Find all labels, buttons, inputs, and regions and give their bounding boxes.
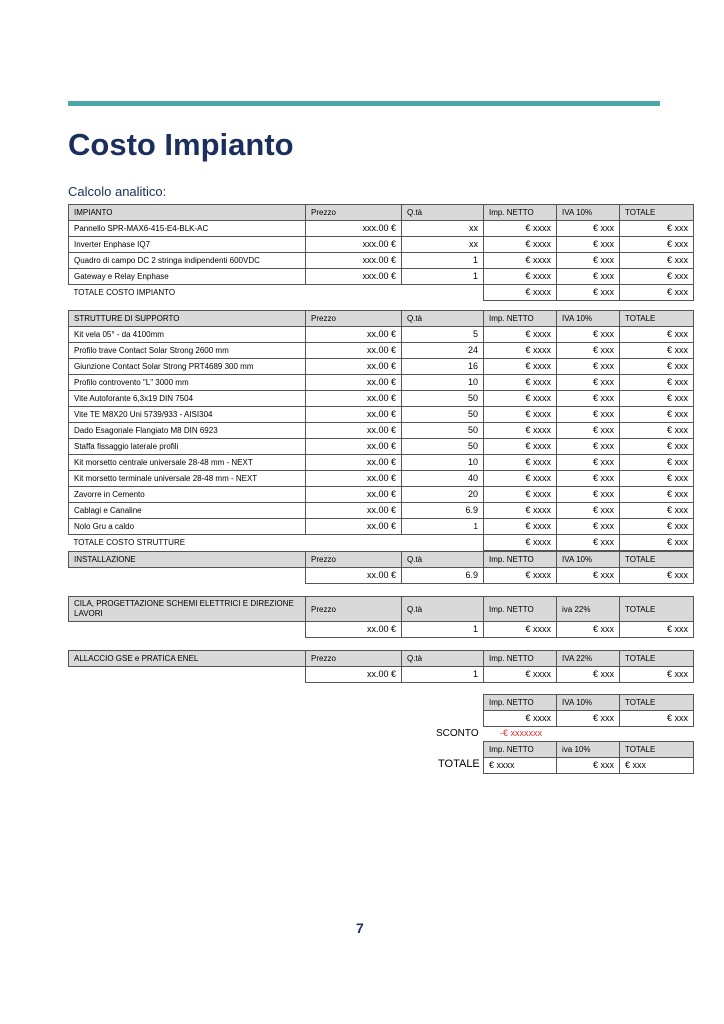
item-description: Pannello SPR-MAX6-415-E4-BLK-AC (69, 221, 306, 237)
item-vat: € xxx (557, 455, 620, 471)
header-cell: ALLACCIO GSE e PRATICA ENEL (69, 651, 306, 667)
total-total: € xxx (620, 285, 694, 301)
table-row (69, 269, 694, 285)
item-quantity: 1 (402, 253, 484, 269)
item-total: € xxx (620, 487, 694, 503)
item-quantity: 50 (402, 407, 484, 423)
header-cell: Q.tà (402, 552, 484, 568)
item-net: € xxxx (484, 407, 557, 423)
item-net: € xxxx (484, 327, 557, 343)
item-description: Profilo controvento "L" 3000 mm (69, 375, 306, 391)
item-quantity: 50 (402, 391, 484, 407)
empty-cell (69, 622, 306, 638)
header-cell: TOTALE (620, 205, 694, 221)
grand-total-label: TOTALE (438, 758, 480, 770)
summary-vat: € xxx (557, 711, 620, 727)
item-quantity: 10 (402, 375, 484, 391)
item-net: € xxxx (484, 391, 557, 407)
accent-bar (68, 101, 660, 106)
item-price: xx.00 € (306, 455, 402, 471)
item-net: € xxxx (484, 568, 557, 584)
item-total: € xxx (620, 471, 694, 487)
item-quantity: 1 (402, 269, 484, 285)
item-price: xx.00 € (306, 391, 402, 407)
header-cell: Q.tà (402, 597, 484, 622)
item-total: € xxx (620, 343, 694, 359)
table-header-row (69, 597, 694, 622)
item-total: € xxx (620, 375, 694, 391)
item-description: Kit morsetto terminale universale 28-48 mm - NEXT (69, 471, 306, 487)
summary-net: € xxxx (484, 711, 557, 727)
table-header-row (484, 742, 694, 758)
item-price: xx.00 € (306, 568, 402, 584)
header-cell: Prezzo (306, 552, 402, 568)
item-description: Vite TE M8X20 Uni 5739/933 - AISI304 (69, 407, 306, 423)
item-total: € xxx (620, 237, 694, 253)
item-vat: € xxx (557, 423, 620, 439)
item-total: € xxx (620, 391, 694, 407)
item-vat: € xxx (557, 359, 620, 375)
item-description: Cablagi e Canaline (69, 503, 306, 519)
item-net: € xxxx (484, 221, 557, 237)
item-total: € xxx (620, 519, 694, 535)
item-vat: € xxx (557, 221, 620, 237)
item-quantity: 6.9 (402, 568, 484, 584)
header-cell: Prezzo (306, 597, 402, 622)
item-description: Gateway e Relay Enphase (69, 269, 306, 285)
item-quantity: 16 (402, 359, 484, 375)
item-quantity: 24 (402, 343, 484, 359)
item-description: Giunzione Contact Solar Strong PRT4689 300 mm (69, 359, 306, 375)
item-quantity: xx (402, 237, 484, 253)
item-net: € xxxx (484, 359, 557, 375)
item-vat: € xxx (557, 269, 620, 285)
item-price: xx.00 € (306, 407, 402, 423)
item-total: € xxx (620, 568, 694, 584)
page-number: 7 (356, 920, 364, 936)
item-net: € xxxx (484, 269, 557, 285)
item-price: xx.00 € (306, 667, 402, 683)
item-price: xx.00 € (306, 343, 402, 359)
impianto-table (68, 204, 694, 301)
item-vat: € xxx (557, 471, 620, 487)
header-cell: TOTALE (620, 552, 694, 568)
header-cell: Imp. NETTO (484, 552, 557, 568)
item-price: xxx.00 € (306, 269, 402, 285)
summary-total: € xxx (620, 711, 694, 727)
item-price: xx.00 € (306, 503, 402, 519)
item-vat: € xxx (557, 487, 620, 503)
header-cell: Q.tà (402, 651, 484, 667)
item-vat: € xxx (557, 503, 620, 519)
header-cell: INSTALLAZIONE (69, 552, 306, 568)
item-total: € xxx (620, 667, 694, 683)
table-row (69, 359, 694, 375)
item-price: xx.00 € (306, 519, 402, 535)
item-total: € xxx (620, 221, 694, 237)
table-header-row (69, 311, 694, 327)
item-total: € xxx (620, 327, 694, 343)
table-row (69, 667, 694, 683)
item-vat: € xxx (557, 343, 620, 359)
table-row (69, 327, 694, 343)
table-row (484, 758, 694, 774)
item-vat: € xxx (557, 327, 620, 343)
item-price: xx.00 € (306, 327, 402, 343)
table-row (69, 343, 694, 359)
item-net: € xxxx (484, 487, 557, 503)
header-cell: IMPIANTO (69, 205, 306, 221)
item-net: € xxxx (484, 375, 557, 391)
item-total: € xxx (620, 622, 694, 638)
item-price: xx.00 € (306, 439, 402, 455)
table-row (69, 519, 694, 535)
table-row (69, 221, 694, 237)
item-description: Quadro di campo DC 2 stringa indipendenti 600VDC (69, 253, 306, 269)
item-price: xxx.00 € (306, 221, 402, 237)
table-header-row (69, 651, 694, 667)
item-total: € xxx (620, 269, 694, 285)
header-cell: STRUTTURE DI SUPPORTO (69, 311, 306, 327)
item-description: Kit vela 05° - da 4100mm (69, 327, 306, 343)
header-cell: Imp. NETTO (484, 651, 557, 667)
summary-table (483, 694, 694, 727)
item-vat: € xxx (557, 391, 620, 407)
section-subtitle: Calcolo analitico: (68, 184, 167, 199)
item-price: xx.00 € (306, 423, 402, 439)
item-quantity: 6.9 (402, 503, 484, 519)
item-net: € xxxx (484, 667, 557, 683)
table-row (69, 439, 694, 455)
item-description: Kit morsetto centrale universale 28-48 mm - NEXT (69, 455, 306, 471)
item-net: € xxxx (484, 343, 557, 359)
empty-cell (69, 667, 306, 683)
header-cell: CILA, PROGETTAZIONE SCHEMI ELETTRICI E DIREZIONE LAVORI (69, 597, 306, 622)
item-total: € xxx (620, 455, 694, 471)
final-vat: € xxx (557, 758, 620, 774)
item-vat: € xxx (557, 622, 620, 638)
table-row (69, 568, 694, 584)
item-price: xxx.00 € (306, 237, 402, 253)
progettazione-table (68, 596, 694, 638)
header-cell: TOTALE (620, 695, 694, 711)
item-quantity: 40 (402, 471, 484, 487)
item-price: xx.00 € (306, 375, 402, 391)
table-row (69, 503, 694, 519)
strutture-table (68, 310, 694, 551)
item-description: Nolo Gru a caldo (69, 519, 306, 535)
item-net: € xxxx (484, 622, 557, 638)
table-row (69, 375, 694, 391)
header-cell: IVA 10% (557, 552, 620, 568)
item-description: Staffa fissaggio laterale profili (69, 439, 306, 455)
header-cell: IVA 10% (557, 695, 620, 711)
item-vat: € xxx (557, 407, 620, 423)
item-vat: € xxx (557, 568, 620, 584)
header-cell: Imp. NETTO (484, 311, 557, 327)
item-vat: € xxx (557, 375, 620, 391)
header-cell: IVA 22% (557, 651, 620, 667)
item-net: € xxxx (484, 439, 557, 455)
item-quantity: 50 (402, 423, 484, 439)
item-quantity: 20 (402, 487, 484, 503)
item-price: xx.00 € (306, 622, 402, 638)
discount-value: -€ xxxxxxx (500, 728, 543, 738)
item-description: Profilo trave Contact Solar Strong 2600 mm (69, 343, 306, 359)
total-total: € xxx (620, 535, 694, 551)
item-total: € xxx (620, 503, 694, 519)
table-row (69, 487, 694, 503)
header-cell: TOTALE (620, 597, 694, 622)
item-vat: € xxx (557, 667, 620, 683)
header-cell: Prezzo (306, 205, 402, 221)
table-row (69, 237, 694, 253)
table-header-row (484, 695, 694, 711)
empty-cell (69, 568, 306, 584)
item-total: € xxx (620, 407, 694, 423)
total-vat: € xxx (557, 285, 620, 301)
item-vat: € xxx (557, 519, 620, 535)
header-cell: TOTALE (620, 742, 694, 758)
item-net: € xxxx (484, 503, 557, 519)
item-quantity: 1 (402, 622, 484, 638)
item-price: xxx.00 € (306, 253, 402, 269)
table-header-row (69, 205, 694, 221)
item-net: € xxxx (484, 519, 557, 535)
final-total-table (483, 741, 694, 774)
item-net: € xxxx (484, 471, 557, 487)
header-cell: IVA 10% (557, 311, 620, 327)
header-cell: Q.tà (402, 205, 484, 221)
item-net: € xxxx (484, 237, 557, 253)
header-cell: Prezzo (306, 651, 402, 667)
item-vat: € xxx (557, 439, 620, 455)
table-row (69, 407, 694, 423)
header-cell: Imp. NETTO (484, 205, 557, 221)
table-row (69, 391, 694, 407)
allaccio-table (68, 650, 694, 683)
page-title: Costo Impianto (68, 127, 294, 162)
table-row (69, 471, 694, 487)
item-net: € xxxx (484, 253, 557, 269)
item-total: € xxx (620, 359, 694, 375)
item-net: € xxxx (484, 423, 557, 439)
item-description: Vite Autoforante 6,3x19 DIN 7504 (69, 391, 306, 407)
total-label: TOTALE COSTO STRUTTURE (69, 535, 484, 551)
header-cell: Imp. NETTO (484, 742, 557, 758)
item-total: € xxx (620, 253, 694, 269)
item-vat: € xxx (557, 237, 620, 253)
item-vat: € xxx (557, 253, 620, 269)
final-net: € xxxx (484, 758, 557, 774)
item-quantity: 5 (402, 327, 484, 343)
item-net: € xxxx (484, 455, 557, 471)
header-cell: iva 22% (557, 597, 620, 622)
header-cell: iva 10% (557, 742, 620, 758)
header-cell: TOTALE (620, 311, 694, 327)
installazione-table (68, 551, 694, 584)
table-row (69, 622, 694, 638)
item-total: € xxx (620, 439, 694, 455)
header-cell: Q.tà (402, 311, 484, 327)
table-row (69, 253, 694, 269)
table-row (69, 423, 694, 439)
total-net: € xxxx (484, 285, 557, 301)
header-cell: Prezzo (306, 311, 402, 327)
item-price: xx.00 € (306, 359, 402, 375)
header-cell: IVA 10% (557, 205, 620, 221)
item-quantity: xx (402, 221, 484, 237)
discount-label: SCONTO (436, 728, 479, 739)
item-description: Dado Esagonale Flangiato M8 DIN 6923 (69, 423, 306, 439)
item-price: xx.00 € (306, 487, 402, 503)
total-net: € xxxx (484, 535, 557, 551)
header-cell: Imp. NETTO (484, 695, 557, 711)
total-vat: € xxx (557, 535, 620, 551)
item-quantity: 10 (402, 455, 484, 471)
final-total: € xxx (620, 758, 694, 774)
table-row (484, 711, 694, 727)
total-row (69, 285, 694, 301)
table-header-row (69, 552, 694, 568)
item-price: xx.00 € (306, 471, 402, 487)
item-description: Zavorre in Cemento (69, 487, 306, 503)
item-quantity: 1 (402, 519, 484, 535)
table-row (69, 455, 694, 471)
total-label: TOTALE COSTO IMPIANTO (69, 285, 484, 301)
header-cell: TOTALE (620, 651, 694, 667)
item-total: € xxx (620, 423, 694, 439)
item-quantity: 50 (402, 439, 484, 455)
item-quantity: 1 (402, 667, 484, 683)
header-cell: Imp. NETTO (484, 597, 557, 622)
item-description: Inverter Enphase IQ7 (69, 237, 306, 253)
total-row (69, 535, 694, 551)
